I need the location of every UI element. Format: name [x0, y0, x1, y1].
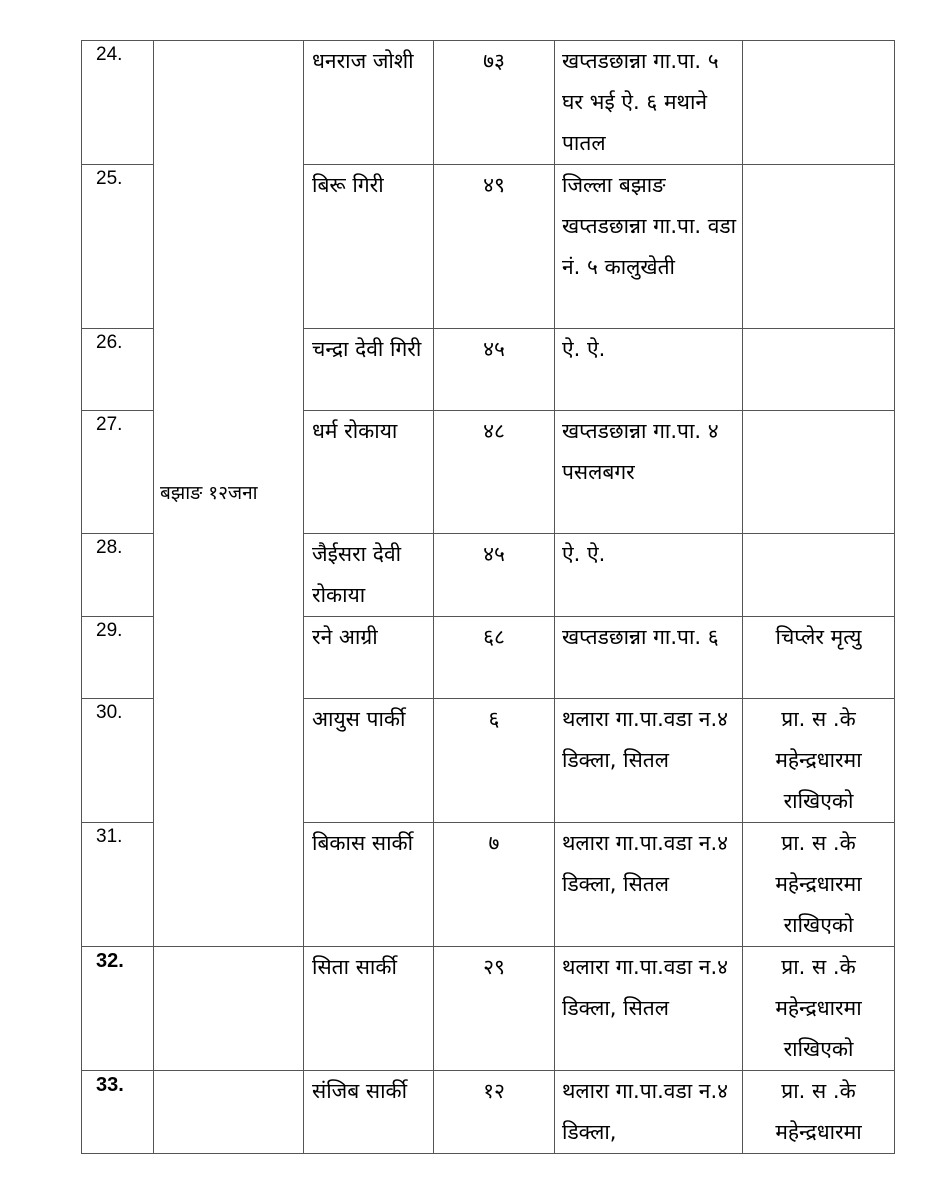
- person-name: सिता सार्की: [304, 947, 434, 1071]
- person-name: चन्द्रा देवी गिरी: [304, 329, 434, 411]
- table-row: [82, 947, 895, 1071]
- serial-number: 28.: [82, 534, 154, 617]
- serial-number: 26.: [82, 329, 154, 411]
- person-name: बिरू गिरी: [304, 165, 434, 329]
- serial-number: 32.: [82, 947, 154, 1071]
- remarks: प्रा. स .के महेन्द्रधारमा राखिएको: [743, 699, 895, 823]
- person-address: ऐ. ऐ.: [555, 534, 743, 617]
- serial-number: 33.: [82, 1071, 154, 1154]
- person-address: खप्तडछान्ना गा.पा. ६: [555, 617, 743, 699]
- person-address: ऐ. ऐ.: [555, 329, 743, 411]
- remarks: [743, 41, 895, 165]
- remarks: [743, 329, 895, 411]
- remarks: प्रा. स .के महेन्द्रधारमा राखिएको: [743, 947, 895, 1071]
- person-address: थलारा गा.पा.वडा न.४ डिक्ला, सितल: [555, 947, 743, 1071]
- remarks: प्रा. स .के महेन्द्रधारमा राखिएको: [743, 823, 895, 947]
- district-cell: [154, 947, 304, 1071]
- serial-number: 31.: [82, 823, 154, 947]
- person-name: जैईसरा देवी रोकाया: [304, 534, 434, 617]
- person-age: ४५: [434, 534, 555, 617]
- person-address: थलारा गा.पा.वडा न.४ डिक्ला, सितल: [555, 699, 743, 823]
- person-address: खप्तडछान्ना गा.पा. ५ घर भई ऐ. ६ मथाने पातल: [555, 41, 743, 165]
- remarks: प्रा. स .के महेन्द्रधारमा: [743, 1071, 895, 1154]
- remarks: चिप्लेर मृत्यु: [743, 617, 895, 699]
- serial-number: 29.: [82, 617, 154, 699]
- person-address: थलारा गा.पा.वडा न.४ डिक्ला, सितल: [555, 823, 743, 947]
- person-age: ७: [434, 823, 555, 947]
- person-name: संजिब सार्की: [304, 1071, 434, 1154]
- district-group-cell: बझाङ १२जना: [154, 41, 304, 947]
- serial-number: 24.: [82, 41, 154, 165]
- person-address: जिल्ला बझाङ खप्तडछान्ना गा.पा. वडा नं. ५ कालुखेती: [555, 165, 743, 329]
- person-age: ६८: [434, 617, 555, 699]
- remarks: [743, 534, 895, 617]
- remarks: [743, 165, 895, 329]
- person-address: खप्तडछान्ना गा.पा. ४ पसलबगर: [555, 411, 743, 534]
- person-age: ४५: [434, 329, 555, 411]
- person-age: ६: [434, 699, 555, 823]
- person-name: धनराज जोशी: [304, 41, 434, 165]
- serial-number: 27.: [82, 411, 154, 534]
- serial-number: 25.: [82, 165, 154, 329]
- district-cell: [154, 1071, 304, 1154]
- person-age: ७३: [434, 41, 555, 165]
- person-name: बिकास सार्की: [304, 823, 434, 947]
- serial-number: 30.: [82, 699, 154, 823]
- person-age: २९: [434, 947, 555, 1071]
- person-name: धर्म रोकाया: [304, 411, 434, 534]
- remarks: [743, 411, 895, 534]
- casualty-table: [81, 40, 895, 1154]
- person-age: १२: [434, 1071, 555, 1154]
- table-row: [82, 41, 895, 165]
- person-age: ४८: [434, 411, 555, 534]
- table-row: [82, 1071, 895, 1154]
- person-age: ४९: [434, 165, 555, 329]
- person-address: थलारा गा.पा.वडा न.४ डिक्ला,: [555, 1071, 743, 1154]
- person-name: रने आग्री: [304, 617, 434, 699]
- person-name: आयुस पार्की: [304, 699, 434, 823]
